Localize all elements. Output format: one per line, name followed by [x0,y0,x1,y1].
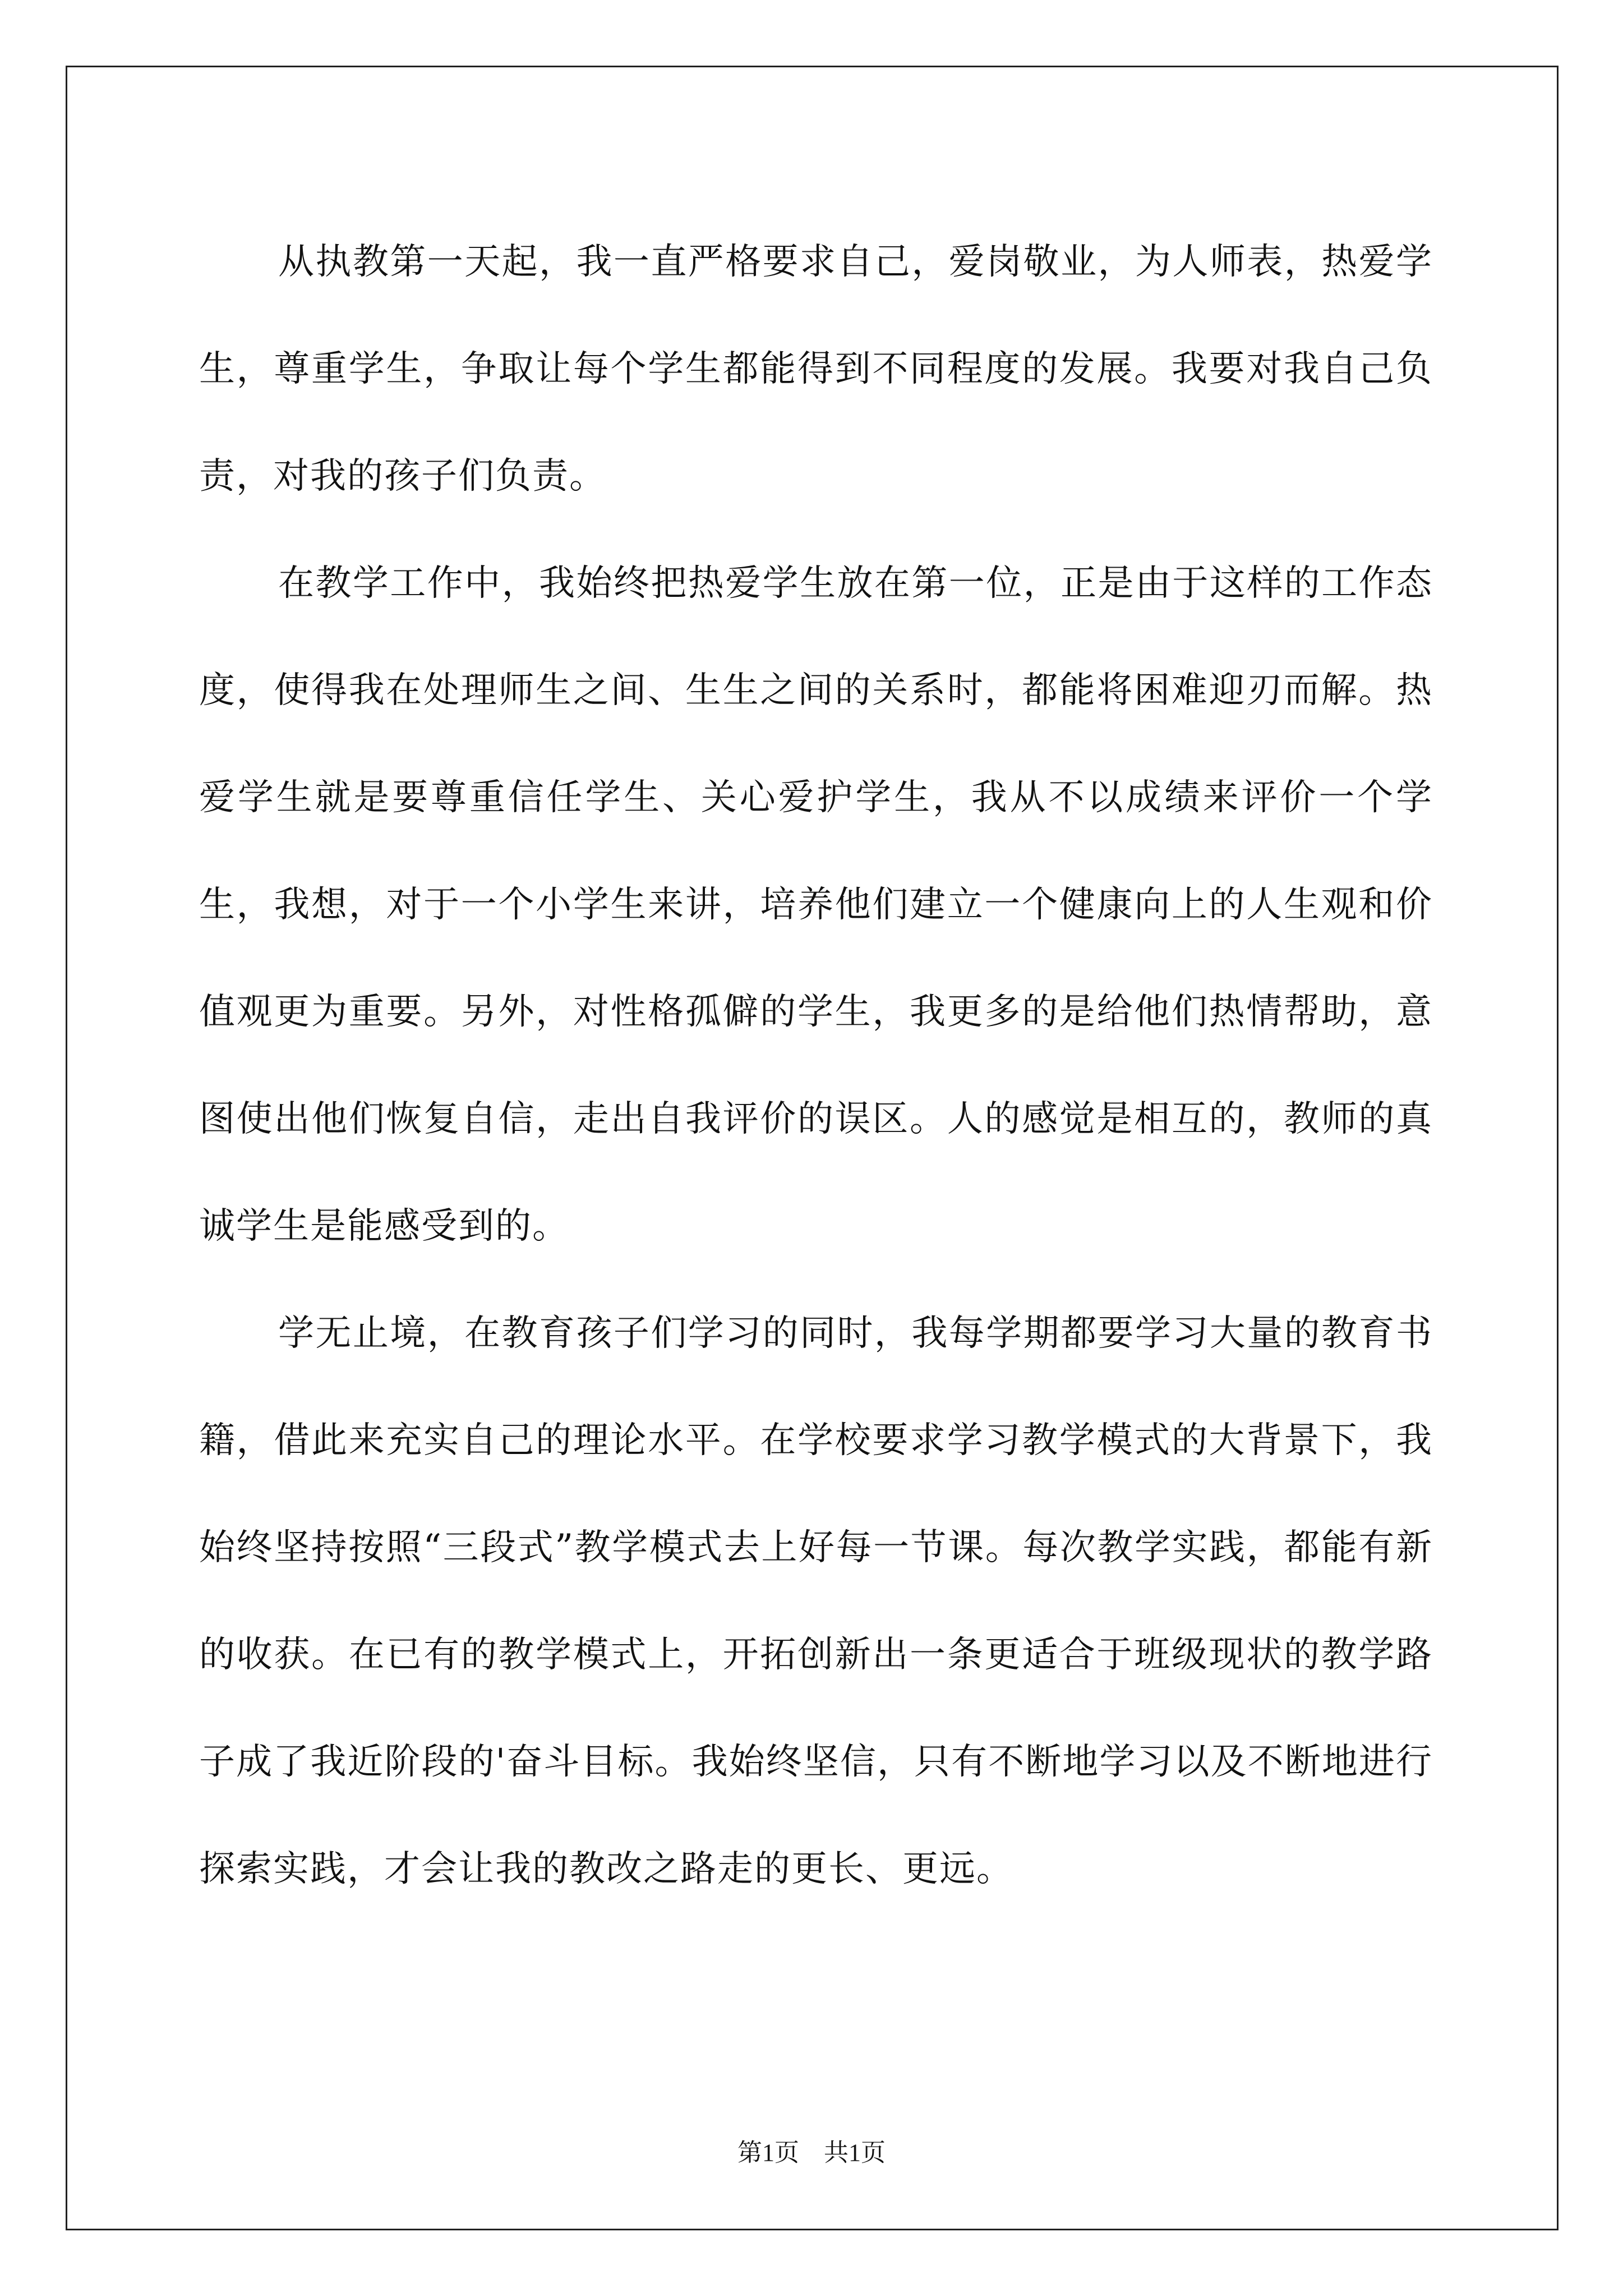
paragraph-2: 在教学工作中，我始终把热爱学生放在第一位，正是由于这样的工作态度，使得我在处理师生之间、生生之间的关系时，都能将困难迎刃而解。热爱学生就是要尊重信任学生、关心爱护学生，我从不以成绩来评价一个学生，我想，对于一个小学生来讲，培养他们建立一个健康向上的人生观和价值观更为重要。另外，对性格孤僻的学生，我更多的是给他们热情帮助，意图使出他们恢复自信，走出自我评价的误区。人的感觉是相互的，教师的真诚学生是能感受到的。 [199,563,1433,1247]
paragraph-1: 从执教第一天起，我一直严格要求自己，爱岗敬业，为人师表，热爱学生，尊重学生，争取让每个学生都能得到不同程度的发展。我要对我自己负责，对我的孩子们负责。 [199,241,1433,497]
page-number-total: 共1页 [824,2139,886,2166]
paragraph-3: 学无止境，在教育孩子们学习的同时，我每学期都要学习大量的教育书籍，借此来充实自己的理论水平。在学校要求学习教学模式的大背景下，我始终坚持按照“三段式”教学模式去上好每一节课。每次教学实践，都能有新的收获。在已有的教学模式上，开拓创新出一条更适合于班级现状的教学路子成了我近阶段的'奋斗目标。我始终坚信，只有不断地学习以及不断地进行探索实践，才会让我的教改之路走的更长、更远。 [199,1313,1433,1890]
page-number-current: 第1页 [737,2139,799,2166]
document-body [199,209,1433,1923]
page-footer [0,2136,1623,2170]
